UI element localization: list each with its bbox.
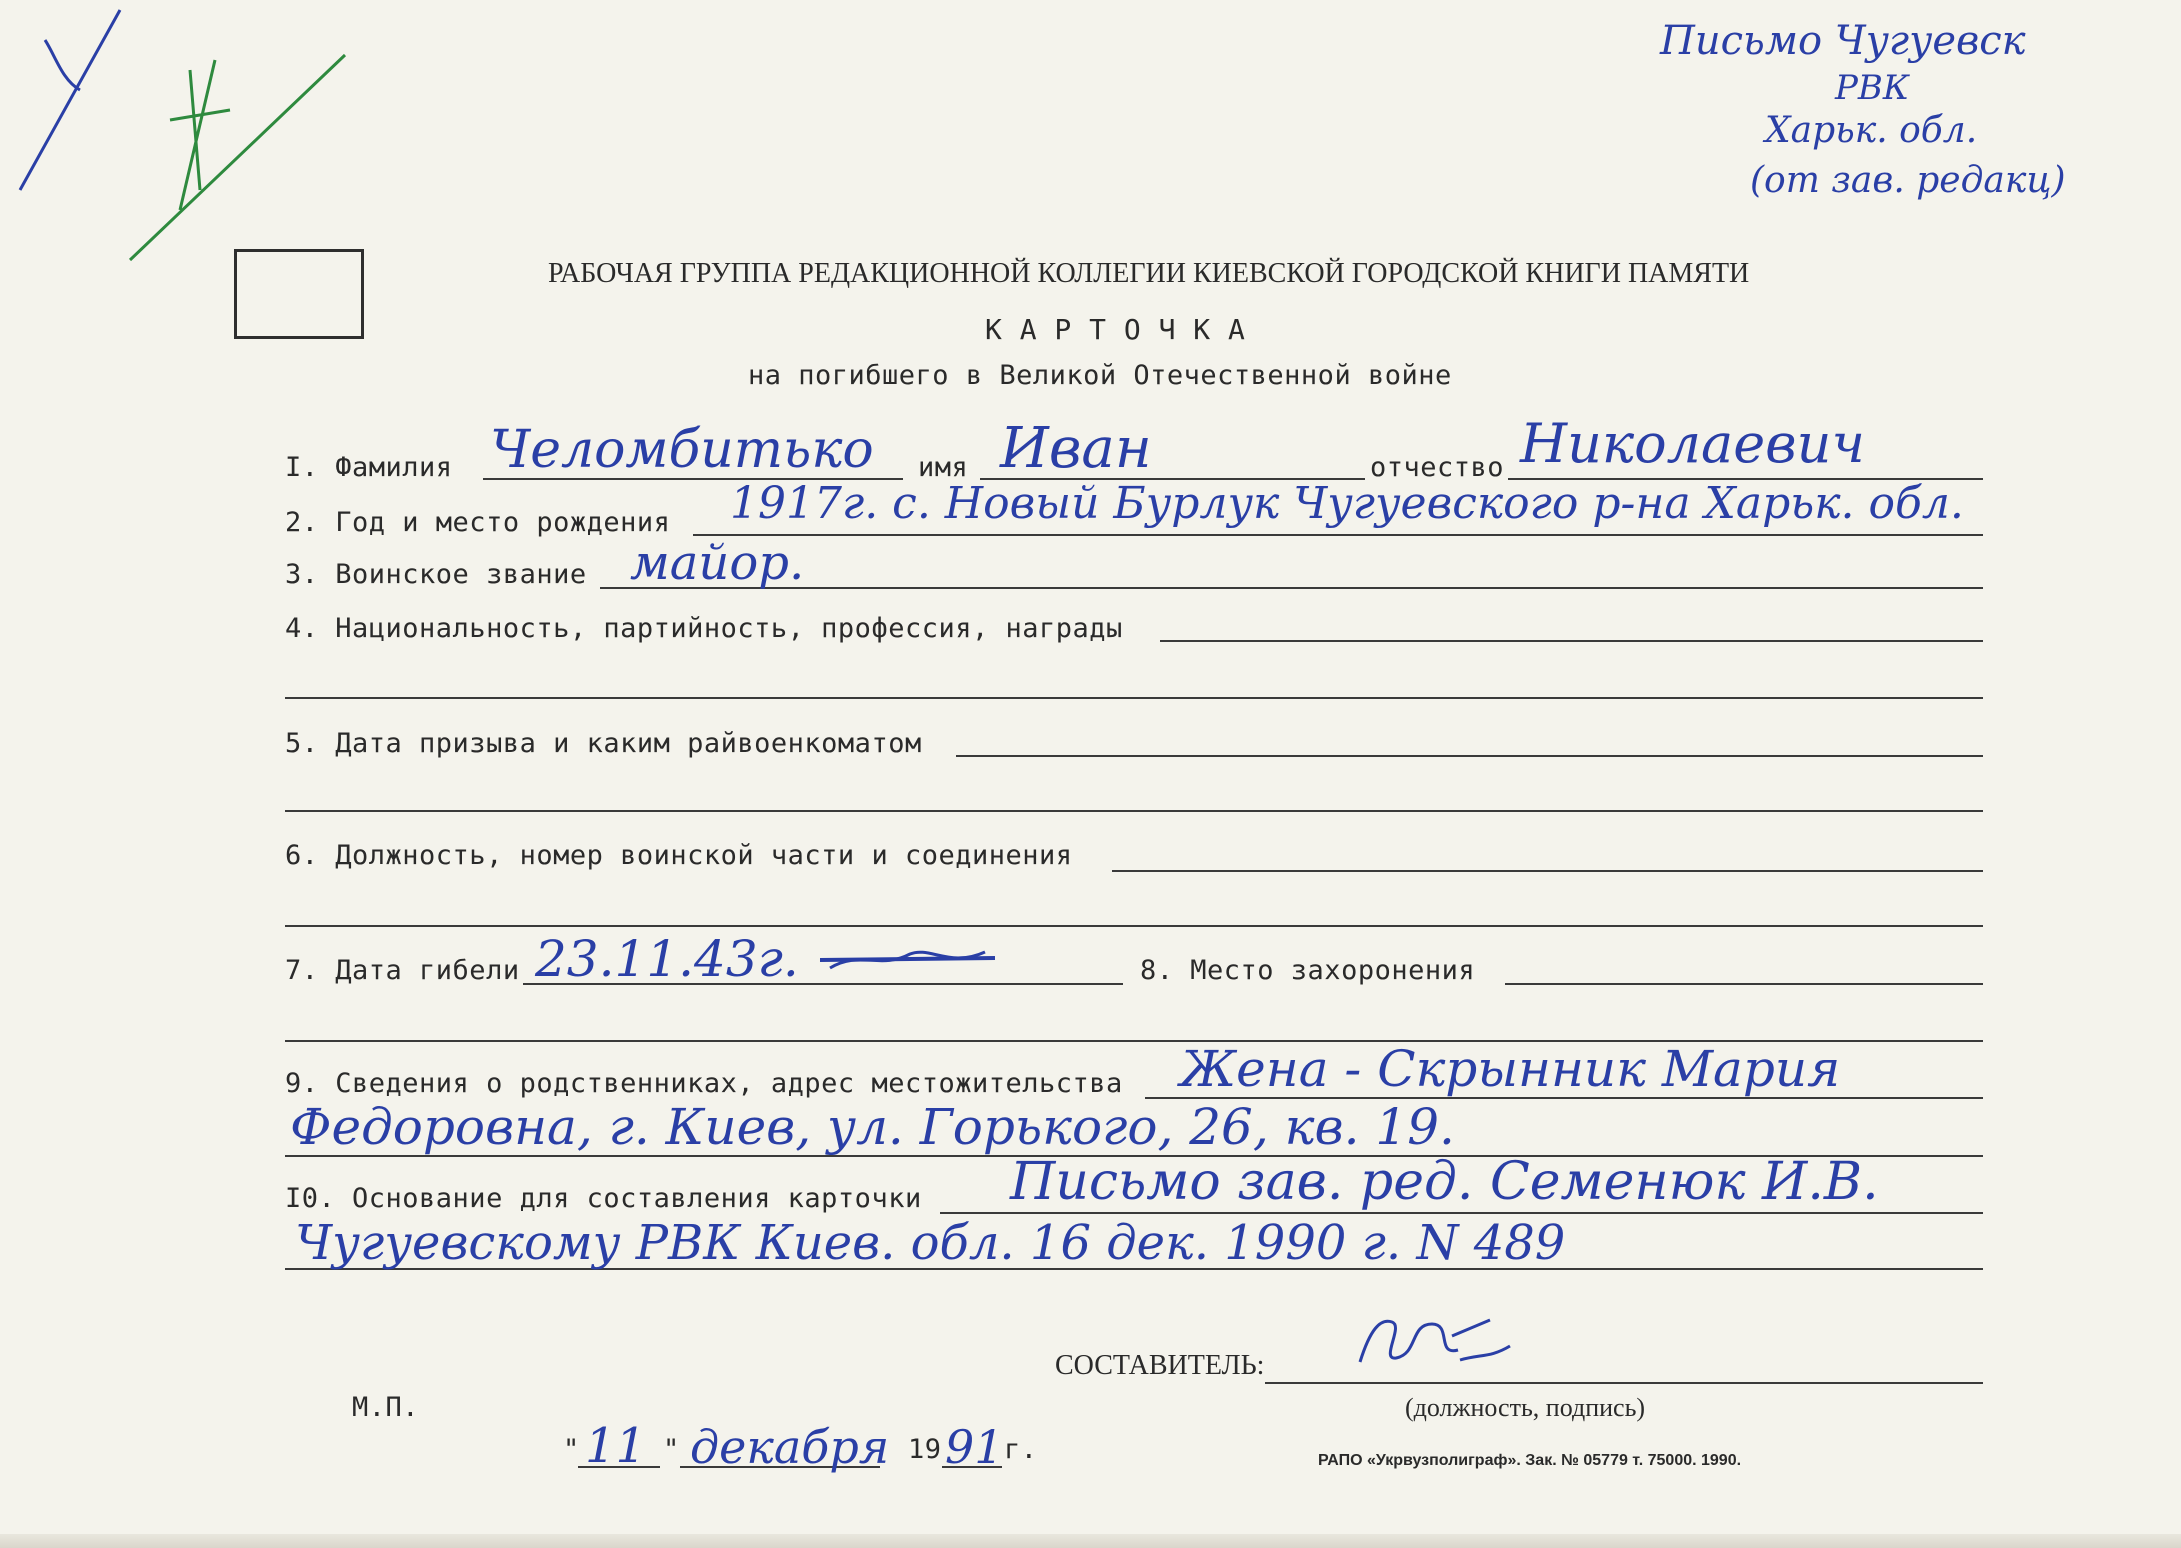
field-5-label: 5. Дата призыва и каким райвоенкоматом	[285, 728, 922, 759]
burial-line	[1505, 983, 1983, 985]
field-2-label: 2. Год и место рождения	[285, 507, 671, 538]
rank-line	[600, 587, 1983, 589]
basis-value-2: Чугуевскому РВК Киев. обл. 16 дек. 1990 г. N 489	[295, 1215, 1566, 1271]
field-6-line-2	[285, 925, 1983, 927]
field-5-line-1	[956, 755, 1983, 757]
rank-value: майор.	[630, 535, 805, 591]
patronymic-label: отчество	[1370, 452, 1505, 483]
field-6-label: 6. Должность, номер воинской части и соединения	[285, 840, 1073, 871]
date-open-quote: "	[563, 1434, 580, 1465]
birth-line	[693, 534, 1983, 536]
corner-note-line-4: (от зав. редакц)	[1750, 160, 2066, 201]
birth-value: 1917г. с. Новый Бурлук Чугуевского р-на Харьк. обл.	[730, 478, 1964, 529]
date-year-unit: г.	[1004, 1434, 1038, 1465]
corner-note-line-3: Харьк. обл.	[1765, 110, 1978, 151]
date-day-value: 11	[585, 1418, 647, 1474]
crossed-out-word	[820, 940, 1000, 980]
compiler-line	[1265, 1382, 1983, 1384]
scan-bottom-edge	[0, 1534, 2181, 1548]
compiler-signature	[1340, 1300, 1540, 1380]
patronymic-value: Николаевич	[1520, 412, 1865, 475]
name-value: Иван	[1000, 416, 1152, 481]
name-label: имя	[918, 452, 969, 483]
death-date-value: 23.11.43г.	[535, 930, 799, 988]
green-roman-numeral-mark	[130, 55, 345, 260]
field-7-label: 7. Дата гибели	[285, 955, 520, 986]
field-4-line-1	[1160, 640, 1983, 642]
date-year-value: 91	[945, 1420, 1004, 1474]
corner-note-line-2: РВК	[1835, 68, 1910, 108]
seal-place-label: М.П.	[352, 1392, 420, 1423]
field-6-line-1	[1112, 870, 1983, 872]
field-4-line-2	[285, 697, 1983, 699]
blue-check-mark	[20, 10, 120, 190]
basis-value-1: Письмо зав. ред. Семенюк И.В.	[1010, 1152, 1879, 1212]
field-8-label: 8. Место захоронения	[1140, 955, 1476, 986]
compiler-label: СОСТАВИТЕЛЬ:	[1055, 1350, 1265, 1381]
field-5-line-2	[285, 810, 1983, 812]
position-sign-label: (должность, подпись)	[1405, 1393, 1646, 1422]
card-title: К А Р Т О Ч К А	[985, 313, 1246, 346]
field-3-label: 3. Воинское звание	[285, 559, 587, 590]
date-year-prefix: 19	[908, 1434, 942, 1465]
corner-note-line-1: Письмо Чугуевск	[1660, 18, 2026, 64]
date-month-value: декабря	[690, 1420, 890, 1474]
field-4-label: 4. Национальность, партийность, профессия, награды	[285, 613, 1123, 644]
field-10-label: I0. Основание для составления карточки	[285, 1183, 922, 1214]
relatives-value-2: Федоровна, г. Киев, ул. Горького, 26, кв. 19.	[290, 1098, 1455, 1156]
field-9-label: 9. Сведения о родственниках, адрес местожительства	[285, 1068, 1123, 1099]
surname-value: Челомбитько	[490, 420, 874, 480]
date-close-quote: "	[663, 1434, 680, 1465]
field-1-label: I. Фамилия	[285, 452, 453, 483]
stamp-box	[234, 249, 364, 339]
basis-line-1	[940, 1212, 1983, 1214]
card-subtitle: на погибшего в Великой Отечественной войне	[748, 360, 1452, 391]
relatives-value-1: Жена - Скрынник Мария	[1180, 1040, 1841, 1098]
printer-imprint: РАПО «Укрвузполиграф». Зак. № 05779 т. 75000. 1990.	[1318, 1452, 1742, 1469]
header-org: РАБОЧАЯ ГРУППА РЕДАКЦИОННОЙ КОЛЛЕГИИ КИЕВСКОЙ ГОРОДСКОЙ КНИГИ ПАМЯТИ	[548, 258, 1750, 289]
